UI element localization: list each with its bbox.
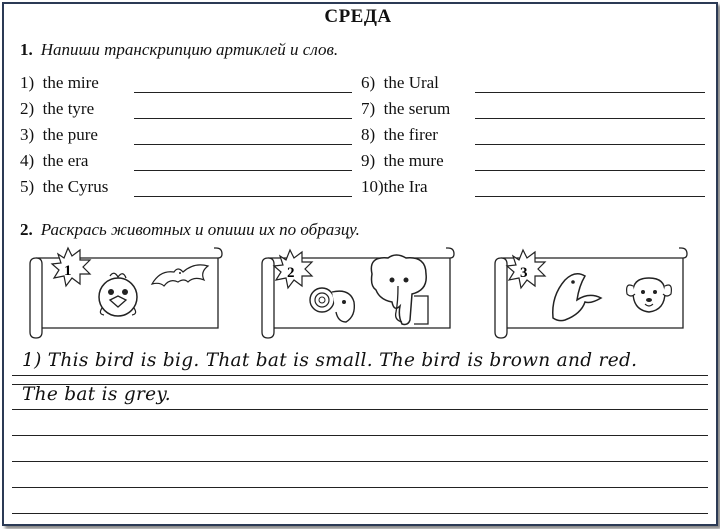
handwriting-line-2: The bat is grey. [22,384,171,405]
word-item-6: 6) the Ural [361,73,439,92]
dog-icon [627,278,672,312]
answer-line-1[interactable] [134,92,352,93]
bat-icon [152,265,208,286]
word-item-7: 7) the serum [361,99,451,118]
word-item-3: 3) the pure [20,125,98,144]
picture-panel-1 [28,240,228,340]
task-1-heading [20,40,338,60]
answer-line-3[interactable] [134,144,352,145]
word-item-10: 10)the Ira [361,177,428,196]
answer-line-7[interactable] [475,118,705,119]
task-1-instruction: Напиши транскрипцию артиклей и слов. [40,40,339,59]
writing-line-2[interactable] [12,409,708,410]
scroll-frame-2 [260,240,460,340]
answer-line-9[interactable] [475,170,705,171]
page-title: СРЕДА [324,6,392,27]
writing-line-3[interactable] [12,435,708,436]
panel-1-label: 1 [64,263,72,279]
ram-icon [310,288,354,322]
answer-line-5[interactable] [134,196,352,197]
word-item-8: 8) the firer [361,125,438,144]
scroll-frame-1 [28,240,228,340]
task-2-number: 2. [20,220,33,239]
panel-2-label: 2 [287,265,295,281]
word-item-4: 4) the era [20,151,89,170]
word-item-1: 1) the mire [20,73,99,92]
word-item-5: 5) the Cyrus [20,177,109,196]
handwriting-line-1: 1) This bird is big. That bat is small. The bird is brown and red. [22,350,638,371]
writing-line-4[interactable] [12,461,708,462]
task-2-heading [20,220,360,240]
picture-panel-2 [260,240,460,340]
answer-line-10[interactable] [475,196,705,197]
answer-line-6[interactable] [475,92,705,93]
picture-panel-3 [493,240,693,340]
task-1-number: 1. [20,40,33,59]
answer-line-2[interactable] [134,118,352,119]
answer-line-8[interactable] [475,144,705,145]
scroll-frame-3 [493,240,693,340]
writing-line-6[interactable] [12,513,708,514]
answer-line-4[interactable] [134,170,352,171]
bird-icon [99,273,137,316]
word-item-9: 9) the mure [361,151,444,170]
writing-line-1[interactable] [12,375,708,376]
elephant-icon [371,255,428,325]
writing-line-5[interactable] [12,487,708,488]
fish-icon [553,274,601,321]
word-item-2: 2) the tyre [20,99,95,118]
panel-3-label: 3 [520,265,528,281]
task-2-instruction: Раскрась животных и опиши их по образцу. [40,220,360,239]
